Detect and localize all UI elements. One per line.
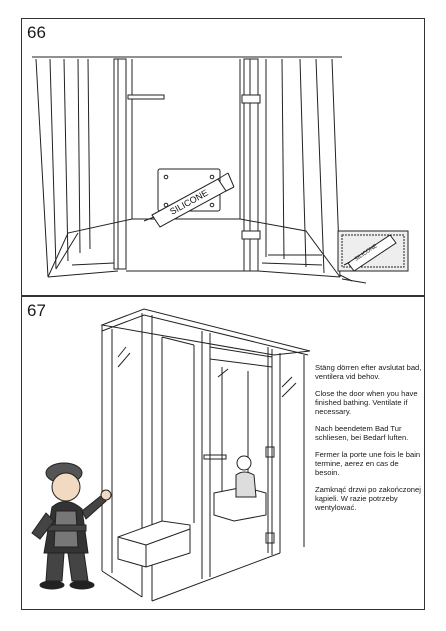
instruction-french: Fermer la porte une fois le bain termine, aerez en cas de besoin.: [315, 450, 421, 477]
instruction-german: Nach beendetem Bad Tur schliesen, bei Bedarf luften.: [315, 424, 409, 442]
closed-cabin-illustration: [22, 297, 312, 611]
silicone-sealing-illustration: [22, 19, 426, 297]
instruction-polish: Zamknąć drzwi po zakończonej kąpieli. W razie potrzeby wentylować.: [315, 485, 421, 512]
instruction-english: Close the door when you have finished bathing. Ventilate if necessary.: [315, 389, 418, 416]
step-67-panel: [21, 296, 425, 610]
step-number: 67: [27, 301, 46, 320]
silicone-label-inset: SILICONE: [353, 243, 379, 263]
instructions-block: [315, 363, 425, 520]
step-66-panel: [21, 18, 425, 296]
step-number: 66: [27, 23, 46, 42]
instruction-swedish: Stäng dörren efter avslutat bad, ventilera vid behov.: [315, 363, 422, 381]
silicone-label-main: SILICONE: [168, 187, 210, 217]
